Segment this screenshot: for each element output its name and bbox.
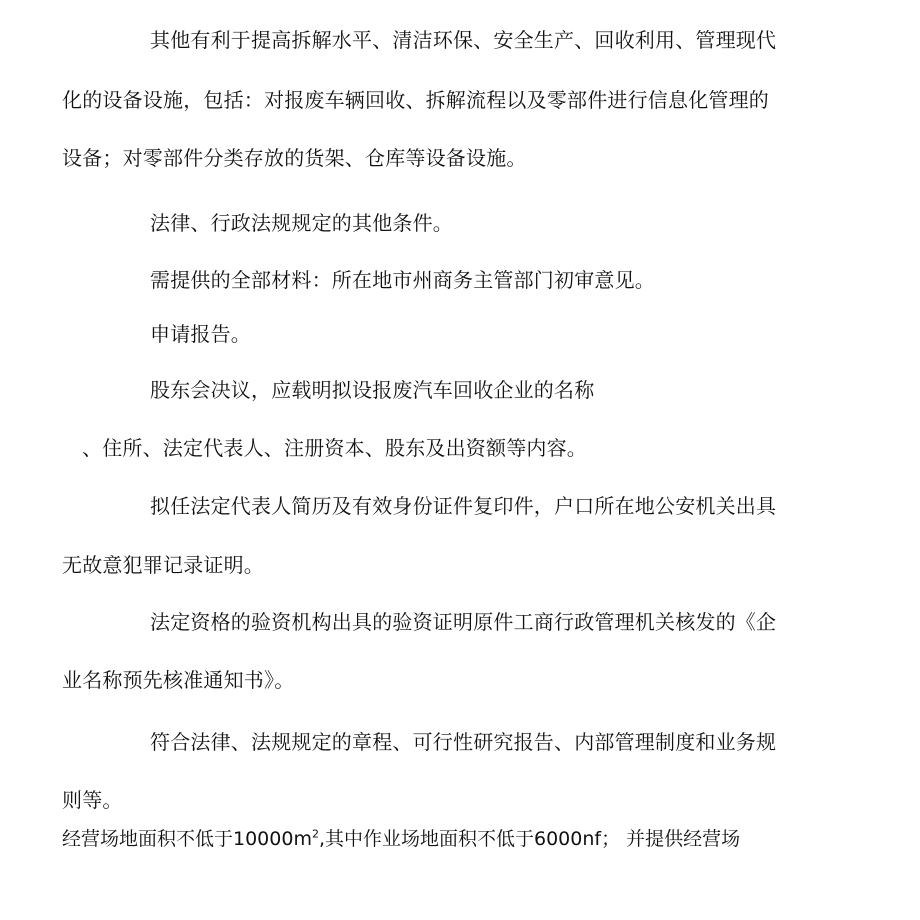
paragraph-line: 、住所、法定代表人、注册资本、股东及出资额等内容。: [82, 436, 587, 460]
paragraph-line: 其他有利于提高拆解水平、清洁环保、安全生产、回收利用、管理现代: [150, 28, 777, 52]
paragraph-line: 法律、行政法规规定的其他条件。: [150, 211, 453, 235]
superscript-2: 2: [311, 827, 319, 841]
paragraph-line: 业名称预先核准通知书》。: [62, 668, 295, 692]
area-text-part1: 经营场地面积不低于10000m: [62, 828, 312, 850]
paragraph-line: 符合法律、法规规定的章程、可行性研究报告、内部管理制度和业务规: [150, 730, 777, 754]
paragraph-line: 化的设备设施，包括：对报废车辆回收、拆解流程以及零部件进行信息化管理的: [62, 88, 769, 112]
paragraph-line: 需提供的全部材料：所在地市州商务主管部门初审意见。: [150, 268, 655, 292]
paragraph-line-area: [62, 827, 740, 851]
paragraph-line: 申请报告。: [150, 322, 251, 346]
paragraph-line: 无故意犯罪记录证明。: [62, 553, 264, 577]
paragraph-line: 股东会决议，应载明拟设报废汽车回收企业的名称: [150, 378, 595, 402]
paragraph-line: 则等。: [62, 788, 123, 812]
paragraph-line: 拟任法定代表人简历及有效身份证件复印件，户口所在地公安机关出具: [150, 494, 777, 518]
paragraph-line: 设备；对零部件分类存放的货架、仓库等设备设施。: [62, 146, 527, 170]
paragraph-line: 法定资格的验资机构出具的验资证明原件工商行政管理机关核发的《企: [150, 610, 777, 634]
area-text-part2: ,其中作业场地面积不低于6000nf； 并提供经营场: [318, 828, 741, 850]
